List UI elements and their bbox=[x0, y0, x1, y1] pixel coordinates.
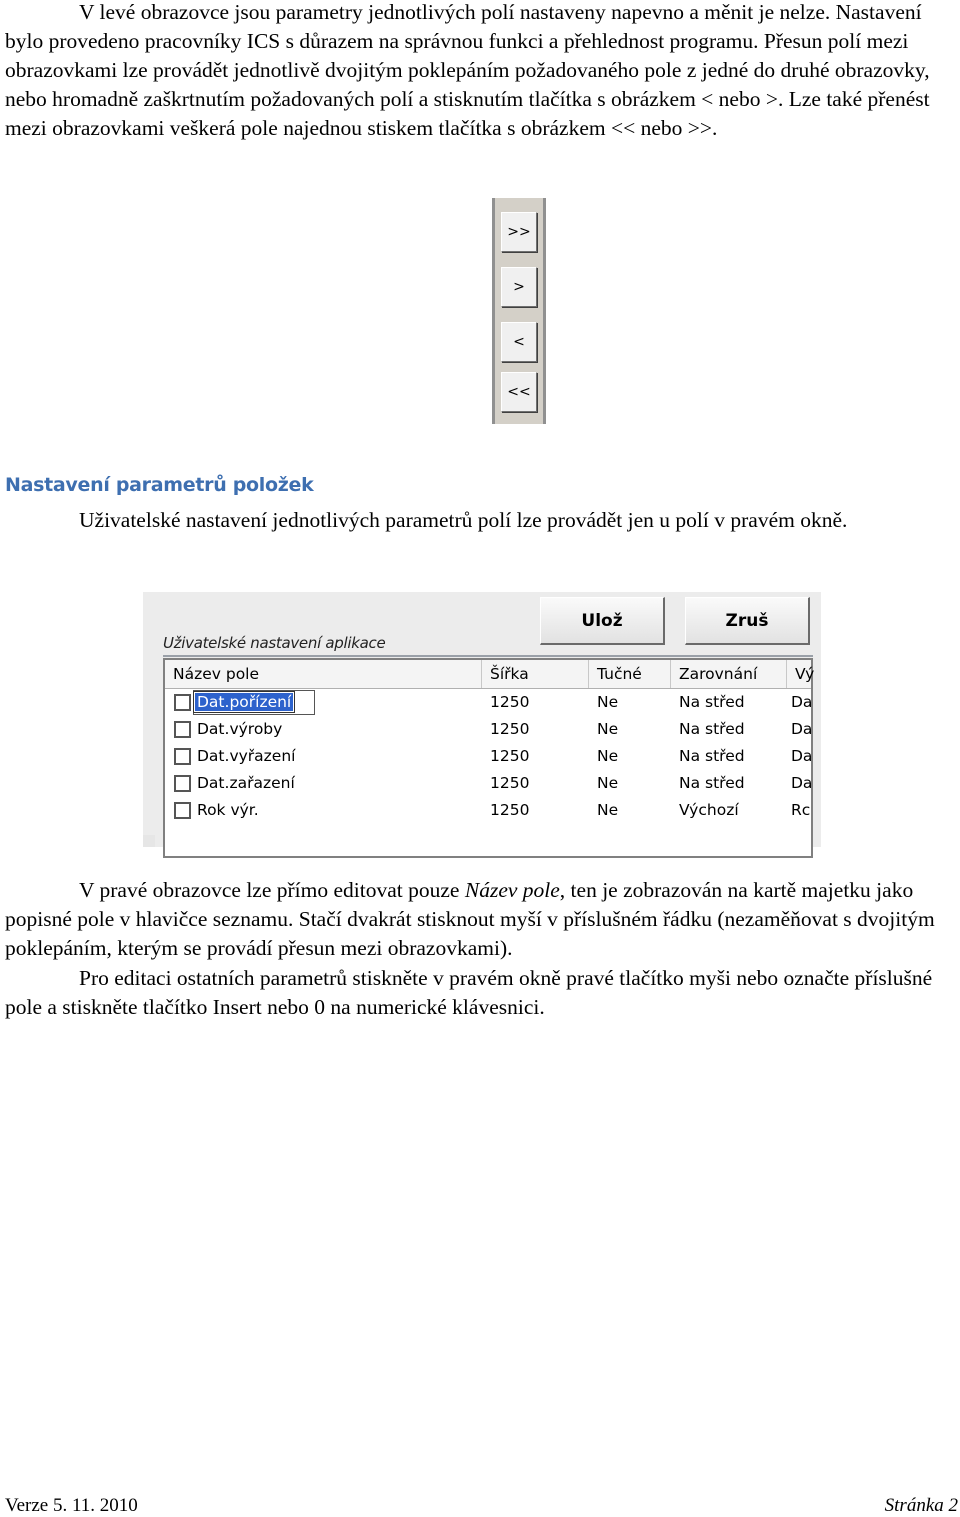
grid-header bbox=[165, 660, 815, 689]
row-checkbox[interactable] bbox=[174, 694, 191, 711]
column-header-name[interactable]: Název pole bbox=[165, 660, 482, 688]
row-width-cell: 1250 bbox=[490, 720, 530, 738]
row-align-cell: Na střed bbox=[679, 693, 745, 711]
row-extra-cell: Da bbox=[791, 774, 813, 792]
scrollbar-corner[interactable] bbox=[143, 835, 155, 847]
cancel-button[interactable]: Zruš bbox=[685, 597, 810, 645]
row-name-cell[interactable] bbox=[195, 689, 293, 716]
table-row[interactable] bbox=[165, 743, 811, 770]
row-bold-cell: Ne bbox=[597, 693, 619, 711]
group-divider bbox=[163, 655, 813, 657]
row-checkbox[interactable] bbox=[174, 775, 191, 792]
row-align-cell: Na střed bbox=[679, 720, 745, 738]
edit-name-paragraph bbox=[5, 876, 955, 963]
row-extra-cell: Da bbox=[791, 693, 813, 711]
row-align-cell: Výchozí bbox=[679, 801, 739, 819]
save-button[interactable]: Ulož bbox=[540, 597, 665, 645]
section-heading: Nastavení parametrů položek bbox=[5, 474, 314, 496]
edit-name-text-b: , ten je zobrazován na kartě majetku jako popisné pole v hlavičce seznamu. Stačí dvakrát stisknout myší v příslušném řádku (nezaměňovat s dvojitým poklepáním, kterým se provádí přesun mezi obrazovkami). bbox=[5, 878, 935, 960]
column-header-extra[interactable]: Vý bbox=[795, 665, 815, 683]
row-bold-cell: Ne bbox=[597, 774, 619, 792]
transfer-button-strip bbox=[492, 198, 546, 424]
row-extra-cell: Rc bbox=[791, 801, 811, 819]
version-footer: Verze 5. 11. 2010 bbox=[5, 1495, 138, 1516]
row-bold-cell: Ne bbox=[597, 801, 619, 819]
row-extra-cell: Da bbox=[791, 747, 813, 765]
settings-paragraph: Uživatelské nastavení jednotlivých parametrů polí lze provádět jen u polí v pravém okně. bbox=[79, 508, 848, 532]
row-name-cell[interactable]: Rok výr. bbox=[197, 801, 259, 819]
row-width-cell: 1250 bbox=[490, 693, 530, 711]
row-width-cell: 1250 bbox=[490, 801, 530, 819]
table-row[interactable] bbox=[165, 770, 811, 797]
page-number: Stránka 2 bbox=[884, 1495, 958, 1516]
other-params-paragraph: Pro editaci ostatních parametrů stiskněte v pravém okně pravé tlačítko myši nebo označte příslušné pole a stiskněte tlačítko Insert nebo 0 na numerické klávesnici. bbox=[5, 966, 933, 1019]
edit-name-text-a: V pravé obrazovce lze přímo editovat pouze bbox=[79, 878, 465, 902]
column-header-width[interactable]: Šířka bbox=[482, 660, 589, 688]
row-align-cell: Na střed bbox=[679, 774, 745, 792]
column-header-bold[interactable]: Tučné bbox=[589, 660, 671, 688]
row-align-cell: Na střed bbox=[679, 747, 745, 765]
settings-window bbox=[143, 592, 821, 847]
row-name-selected[interactable]: Dat.pořízení bbox=[197, 693, 292, 711]
row-name-cell[interactable]: Dat.vyřazení bbox=[197, 747, 296, 765]
row-bold-cell: Ne bbox=[597, 747, 619, 765]
table-row[interactable] bbox=[165, 716, 811, 743]
row-checkbox[interactable] bbox=[174, 802, 191, 819]
field-name-term: Název pole bbox=[464, 878, 560, 902]
row-bold-cell: Ne bbox=[597, 720, 619, 738]
row-checkbox[interactable] bbox=[174, 721, 191, 738]
row-name-cell[interactable]: Dat.výroby bbox=[197, 720, 283, 738]
move-all-left-button[interactable]: << bbox=[501, 372, 537, 412]
move-right-button[interactable]: > bbox=[501, 267, 537, 307]
row-checkbox[interactable] bbox=[174, 748, 191, 765]
move-all-right-button[interactable]: >> bbox=[501, 212, 537, 252]
table-row[interactable] bbox=[165, 797, 811, 824]
intro-paragraph: V levé obrazovce jsou parametry jednotlivých polí nastaveny napevno a měnit je nelze. Nastavení bylo provedeno pracovníky ICS s důrazem na správnou funkci a přehlednost programu. Přesun polí mezi obrazovkami lze provádět jednotlivě dvojitým poklepáním požadovaného pole z jedné do druhé obrazovky, nebo hromadně zaškrtnutím požadovaných polí a stisknutím tlačítka s obrázkem < nebo >. Lze také přenést mezi obrazovkami veškerá pole najednou stiskem tlačítka s obrázkem << nebo >>. bbox=[5, 0, 930, 140]
row-width-cell: 1250 bbox=[490, 747, 530, 765]
column-header-align[interactable]: Zarovnání bbox=[671, 660, 787, 688]
group-title: Uživatelské nastavení aplikace bbox=[163, 634, 386, 652]
move-left-button[interactable]: < bbox=[501, 322, 537, 362]
fields-grid bbox=[163, 658, 813, 858]
table-row[interactable] bbox=[165, 689, 811, 716]
row-name-cell[interactable]: Dat.zařazení bbox=[197, 774, 295, 792]
row-width-cell: 1250 bbox=[490, 774, 530, 792]
row-extra-cell: Da bbox=[791, 720, 813, 738]
